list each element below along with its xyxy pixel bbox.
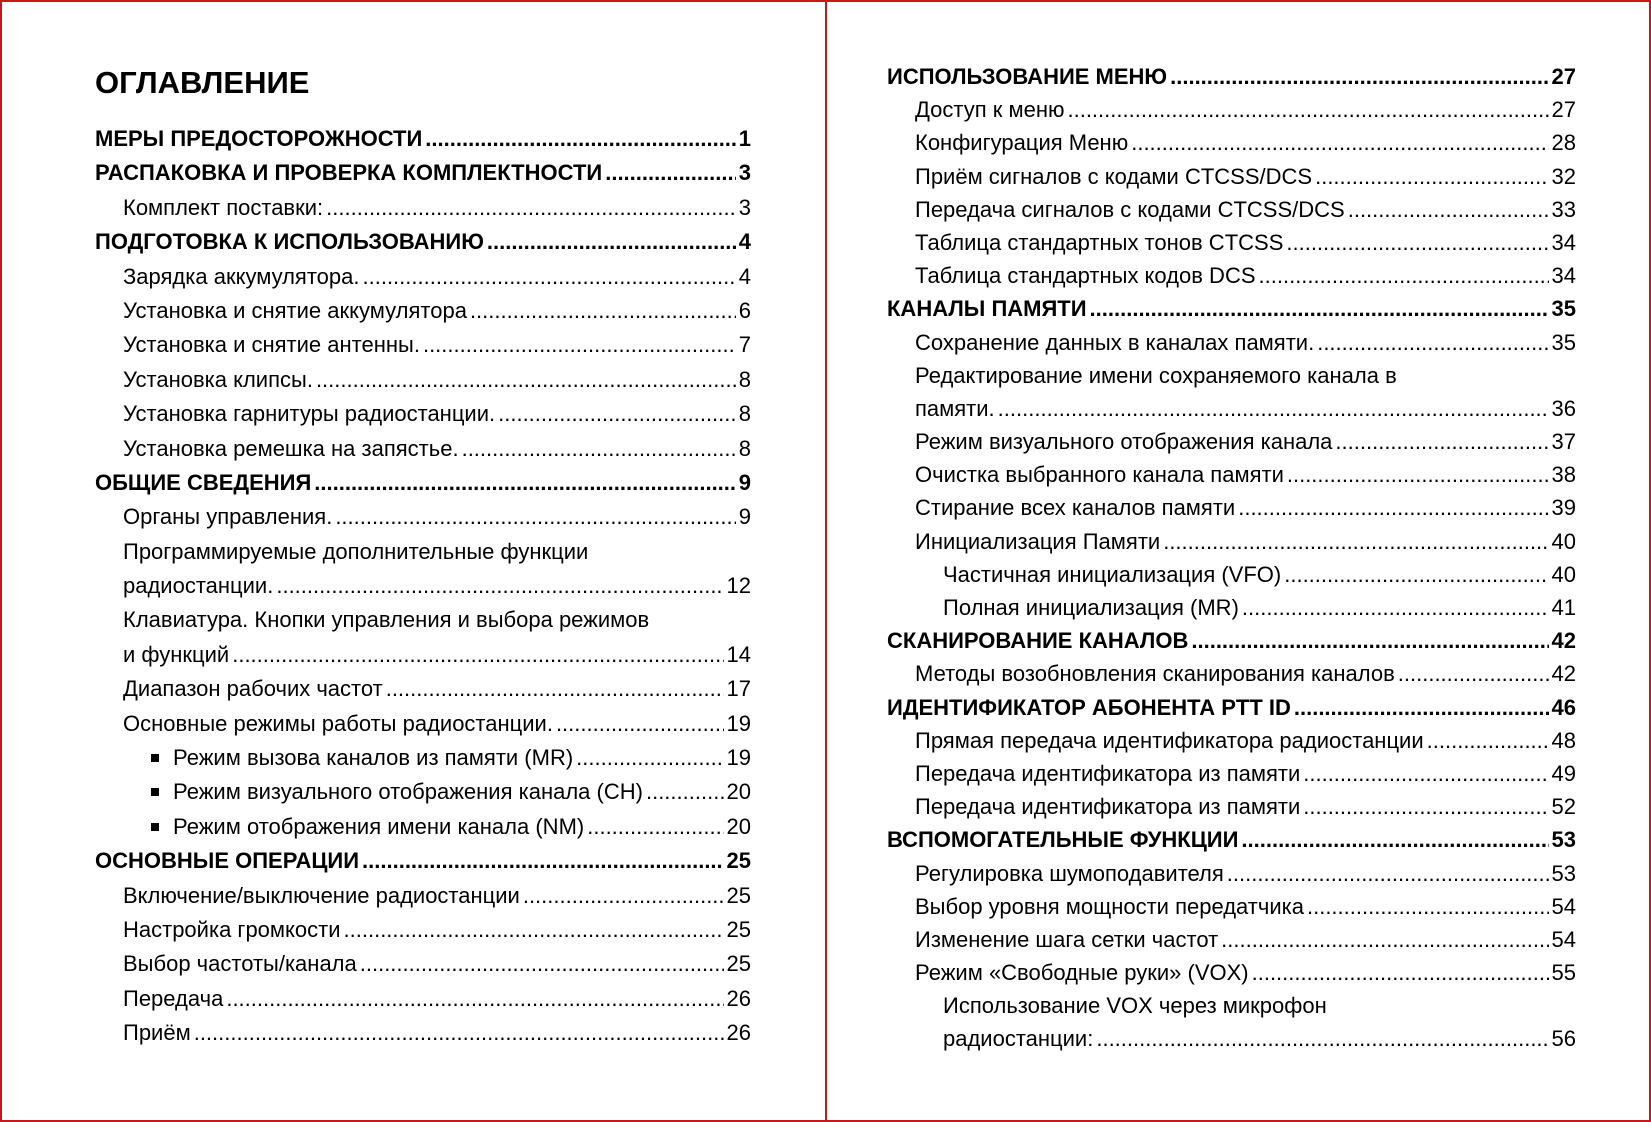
toc-entry[interactable] (887, 525, 1576, 558)
toc-leader-dots (425, 122, 735, 156)
toc-entry-page-number: 53 (1551, 827, 1576, 853)
toc-entry[interactable] (95, 328, 751, 362)
toc-entry[interactable] (887, 558, 1576, 591)
toc-leader-dots (1315, 160, 1548, 193)
toc-left-entries (95, 122, 751, 1051)
toc-leader-dots (1090, 292, 1549, 325)
toc-entry-title: Методы возобновления сканирования каналов (915, 661, 1395, 687)
toc-entry-title: ОСНОВНЫЕ ОПЕРАЦИИ (95, 848, 360, 874)
toc-entry[interactable] (95, 225, 751, 259)
toc-entry-page-number: 40 (1551, 528, 1576, 554)
toc-entry-page-number: 6 (738, 297, 751, 323)
toc-entry-page-number: 52 (1551, 794, 1576, 820)
toc-leader-dots (362, 844, 723, 878)
toc-entry-page-number: 34 (1551, 229, 1576, 255)
toc-entry[interactable] (887, 292, 1576, 325)
toc-entry[interactable] (887, 591, 1576, 624)
right-page (826, 0, 1651, 1122)
toc-leader-dots (605, 156, 736, 190)
toc-entry[interactable] (95, 1016, 751, 1050)
toc-leader-dots (1227, 857, 1549, 890)
bullet-square-icon (151, 754, 159, 762)
toc-entry-page-number: 25 (726, 882, 751, 908)
toc-entry-page-number: 46 (1551, 694, 1576, 720)
toc-leader-dots (316, 363, 736, 397)
toc-entry-title: ВСПОМОГАТЕЛЬНЫЕ ФУНКЦИИ (887, 827, 1239, 853)
toc-right-entries (887, 60, 1576, 1056)
toc-entry[interactable] (95, 466, 751, 500)
toc-entry-title: Клавиатура. Кнопки управления и выбора режимов (123, 607, 650, 633)
toc-entry[interactable] (95, 879, 751, 913)
toc-leader-dots (1191, 624, 1548, 657)
toc-entry-title: Установка гарнитуры радиостанции. (123, 401, 496, 427)
toc-entry[interactable] (95, 500, 751, 534)
toc-entry-title: Таблица стандартных кодов DCS (915, 263, 1256, 289)
toc-entry-title: Диапазон рабочих частот (123, 676, 383, 702)
toc-entry[interactable] (887, 392, 1576, 425)
toc-entry-title: радиостанции: (943, 1026, 1094, 1052)
bullet-square-icon (151, 788, 159, 796)
toc-leader-dots (1294, 691, 1549, 724)
toc-leader-dots (1067, 93, 1548, 126)
toc-entry-title: Установка клипсы. (123, 366, 313, 392)
toc-entry-title: Прямая передача идентификатора радиостанции (915, 727, 1424, 753)
toc-entry-title: Инициализация Памяти (915, 528, 1161, 554)
toc-entry[interactable] (887, 425, 1576, 458)
toc-leader-dots (556, 707, 724, 741)
toc-entry[interactable] (95, 810, 751, 844)
toc-leader-dots (226, 982, 723, 1016)
toc-entry[interactable] (887, 359, 1576, 392)
toc-entry[interactable] (887, 458, 1576, 491)
toc-entry[interactable] (95, 638, 751, 672)
toc-entry[interactable] (887, 193, 1576, 226)
toc-leader-dots (523, 879, 724, 913)
toc-entry-title: радиостанции. (123, 573, 274, 599)
toc-entry[interactable] (95, 741, 751, 775)
toc-entry-title: МЕРЫ ПРЕДОСТОРОЖНОСТИ (95, 126, 423, 151)
toc-entry-page-number: 8 (738, 435, 751, 461)
toc-entry-page-number: 25 (726, 848, 751, 874)
toc-entry-page-number: 55 (1551, 960, 1576, 986)
toc-entry[interactable] (887, 790, 1576, 823)
toc-leader-dots (498, 397, 736, 431)
toc-entry[interactable] (887, 624, 1576, 657)
toc-entry-title: Режим визуального отображения канала (915, 429, 1333, 455)
toc-entry-title: Основные режимы работы радиостанции. (123, 710, 553, 736)
toc-entry-page-number: 42 (1551, 628, 1576, 654)
toc-leader-dots (1259, 259, 1549, 292)
toc-leader-dots (423, 328, 736, 362)
toc-leader-dots (1163, 525, 1548, 558)
toc-entry[interactable] (887, 823, 1576, 856)
toc-entry-title: Редактирование имени сохраняемого канала в (915, 362, 1397, 388)
toc-entry-title: Установка ремешка на запястье. (123, 435, 459, 461)
toc-entry-title: и функций (123, 641, 230, 667)
toc-entry-page-number: 4 (738, 229, 751, 255)
toc-entry-title: Комплект поставки: (123, 194, 324, 220)
toc-left (95, 58, 751, 1051)
toc-entry-title: Конфигурация Меню (915, 130, 1129, 156)
toc-entry-title: Режим визуального отображения канала (CH) (173, 779, 643, 805)
toc-entry[interactable] (887, 1022, 1576, 1055)
toc-entry-title: Выбор частоты/канала (123, 951, 357, 977)
toc-entry-title: Передача идентификатора из памяти (915, 794, 1301, 820)
toc-entry[interactable] (95, 672, 751, 706)
toc-entry-page-number: 12 (726, 573, 751, 599)
toc-entry-title: Регулировка шумоподавителя (915, 860, 1224, 886)
toc-leader-dots (1238, 491, 1548, 524)
toc-leader-dots (1170, 60, 1548, 93)
toc-leader-dots (646, 775, 724, 809)
toc-entry-page-number: 37 (1551, 429, 1576, 455)
toc-leader-dots (1242, 591, 1549, 624)
toc-entry-title: Использование VOX через микрофон (943, 993, 1327, 1019)
toc-entry[interactable] (95, 535, 751, 569)
toc-entry[interactable] (95, 156, 751, 190)
toc-leader-dots (1286, 226, 1548, 259)
toc-entry-page-number: 32 (1551, 163, 1576, 189)
toc-entry[interactable] (95, 947, 751, 981)
toc-leader-dots (1398, 657, 1549, 690)
toc-entry-page-number: 9 (738, 469, 751, 495)
toc-leader-dots (326, 191, 736, 225)
toc-entry[interactable] (887, 923, 1576, 956)
toc-entry[interactable] (95, 707, 751, 741)
toc-entry-title: КАНАЛЫ ПАМЯТИ (887, 296, 1087, 322)
toc-leader-dots (1287, 458, 1549, 491)
toc-entry[interactable] (887, 160, 1576, 193)
toc-entry[interactable] (95, 844, 751, 878)
toc-entry[interactable] (887, 326, 1576, 359)
toc-entry-title: Режим вызова каналов из памяти (MR) (173, 745, 574, 771)
toc-entry-page-number: 38 (1551, 462, 1576, 488)
toc-entry-title: ПОДГОТОВКА К ИСПОЛЬЗОВАНИЮ (95, 229, 484, 255)
toc-entry-title: Доступ к меню (915, 97, 1065, 123)
toc-entry[interactable] (887, 657, 1576, 690)
toc-entry[interactable] (95, 432, 751, 466)
toc-entry-title: Программируемые дополнительные функции (123, 538, 589, 564)
toc-entry-page-number: 19 (726, 710, 751, 736)
toc-entry-title: РАСПАКОВКА И ПРОВЕРКА КОМПЛЕКТНОСТИ (95, 160, 603, 186)
toc-entry-page-number: 42 (1551, 661, 1576, 687)
toc-entry-page-number: 27 (1551, 64, 1576, 89)
toc-entry[interactable] (887, 126, 1576, 159)
toc-entry-page-number: 26 (726, 985, 751, 1011)
toc-entry[interactable] (887, 93, 1576, 126)
toc-entry-title: Стирание всех каналов памяти (915, 495, 1236, 521)
toc-leader-dots (1241, 823, 1548, 856)
toc-entry-page-number: 33 (1551, 196, 1576, 222)
toc-entry-title: Установка и снятие антенны. (123, 332, 420, 358)
toc-entry-title: Полная инициализация (MR) (943, 595, 1239, 620)
toc-leader-dots (1303, 790, 1548, 823)
toc-leader-dots (1335, 425, 1548, 458)
toc-entry-page-number: 9 (738, 504, 751, 530)
toc-entry-page-number: 14 (726, 641, 751, 667)
toc-entry[interactable] (95, 982, 751, 1016)
toc-leader-dots (232, 638, 723, 672)
toc-entry-page-number: 35 (1551, 296, 1576, 322)
toc-entry-page-number: 1 (738, 126, 751, 151)
toc-leader-dots (1221, 923, 1548, 956)
toc-entry-title: Настройка громкости (123, 916, 341, 942)
toc-entry-page-number: 39 (1551, 495, 1576, 521)
toc-entry-title: памяти. (915, 395, 995, 421)
toc-entry-title: Очистка выбранного канала памяти (915, 462, 1284, 488)
toc-entry-page-number: 25 (726, 951, 751, 977)
toc-leader-dots (1096, 1022, 1548, 1055)
bullet-square-icon (151, 823, 159, 831)
toc-leader-dots (470, 294, 736, 328)
toc-leader-dots (462, 432, 736, 466)
toc-entry[interactable] (887, 989, 1576, 1022)
toc-entry-page-number: 35 (1551, 329, 1576, 355)
toc-entry-title: Зарядка аккумулятора. (123, 263, 360, 289)
toc-entry[interactable] (887, 60, 1576, 93)
toc-entry-title: Таблица стандартных тонов CTCSS (915, 229, 1284, 255)
toc-entry[interactable] (887, 956, 1576, 989)
toc-leader-dots (1317, 326, 1548, 359)
toc-entry-page-number: 53 (1551, 860, 1576, 886)
toc-entry-title: Выбор уровня мощности передатчика (915, 893, 1304, 919)
toc-entry-title: ИСПОЛЬЗОВАНИЕ МЕНЮ (887, 64, 1168, 89)
toc-entry-title: Органы управления. (123, 504, 333, 530)
toc-leader-dots (487, 225, 736, 259)
toc-leader-dots (335, 500, 735, 534)
toc-entry-page-number: 54 (1551, 926, 1576, 952)
toc-entry[interactable] (95, 603, 751, 637)
toc-entry-page-number: 8 (738, 366, 751, 392)
toc-right (887, 60, 1576, 1056)
toc-entry-page-number: 20 (726, 813, 751, 839)
toc-leader-dots (360, 947, 724, 981)
toc-leader-dots (363, 260, 736, 294)
toc-entry-page-number: 20 (726, 779, 751, 805)
toc-leader-dots (576, 741, 723, 775)
toc-entry-title: Частичная инициализация (VFO) (943, 561, 1282, 587)
toc-entry-page-number: 34 (1551, 263, 1576, 289)
toc-entry[interactable] (887, 757, 1576, 790)
toc-entry-page-number: 28 (1551, 130, 1576, 156)
toc-entry[interactable] (887, 491, 1576, 524)
toc-entry[interactable] (95, 363, 751, 397)
toc-entry-title: Режим отображения имени канала (NM) (173, 813, 585, 839)
toc-entry[interactable] (95, 122, 751, 156)
toc-leader-dots (276, 569, 723, 603)
toc-entry-page-number: 27 (1551, 97, 1576, 123)
toc-leader-dots (314, 466, 735, 500)
toc-entry-page-number: 41 (1551, 595, 1576, 620)
toc-leader-dots (194, 1016, 724, 1050)
toc-entry[interactable] (95, 397, 751, 431)
toc-leader-dots (998, 392, 1549, 425)
toc-entry-title: Режим «Свободные руки» (VOX) (915, 960, 1249, 986)
toc-entry-title: Передача (123, 985, 224, 1011)
toc-entry-title: ИДЕНТИФИКАТОР АБОНЕНТА PTT ID (887, 694, 1291, 720)
toc-entry[interactable] (887, 691, 1576, 724)
toc-entry-page-number: 3 (738, 160, 751, 186)
toc-entry-page-number: 36 (1551, 395, 1576, 421)
toc-leader-dots (1303, 757, 1548, 790)
toc-entry[interactable] (95, 191, 751, 225)
toc-entry-page-number: 17 (726, 676, 751, 702)
toc-entry-title: Изменение шага сетки частот (915, 926, 1219, 952)
toc-entry-page-number: 25 (726, 916, 751, 942)
toc-entry[interactable] (95, 775, 751, 809)
toc-leader-dots (1131, 126, 1548, 159)
toc-entry-title: Передача идентификатора из памяти (915, 760, 1301, 786)
toc-entry-page-number: 8 (738, 401, 751, 427)
toc-entry-title: Установка и снятие аккумулятора (123, 297, 467, 323)
toc-leader-dots (1348, 193, 1549, 226)
toc-entry-page-number: 7 (738, 332, 751, 358)
toc-leader-dots (1307, 890, 1549, 923)
toc-entry-title: Передача сигналов с кодами CTCSS/DCS (915, 196, 1345, 222)
toc-leader-dots (1427, 724, 1549, 757)
toc-entry-page-number: 48 (1551, 727, 1576, 753)
toc-entry-page-number: 4 (738, 263, 751, 289)
toc-leader-dots (1252, 956, 1549, 989)
toc-entry-title: Сохранение данных в каналах памяти. (915, 329, 1315, 355)
toc-entry-title: СКАНИРОВАНИЕ КАНАЛОВ (887, 628, 1189, 654)
toc-entry-page-number: 19 (726, 745, 751, 771)
toc-entry[interactable] (95, 294, 751, 328)
toc-entry-page-number: 3 (738, 194, 751, 220)
toc-entry-title: Включение/выключение радиостанции (123, 882, 520, 908)
toc-entry-page-number: 40 (1551, 561, 1576, 587)
toc-entry-page-number: 54 (1551, 893, 1576, 919)
toc-entry[interactable] (887, 259, 1576, 292)
toc-entry[interactable] (95, 913, 751, 947)
toc-entry-page-number: 49 (1551, 760, 1576, 786)
toc-title: ОГЛАВЛЕНИЕ (95, 65, 310, 100)
toc-entry-page-number: 26 (726, 1020, 751, 1046)
toc-entry-page-number: 56 (1551, 1026, 1576, 1052)
toc-entry[interactable] (887, 724, 1576, 757)
toc-entry[interactable] (95, 260, 751, 294)
toc-leader-dots (386, 672, 724, 706)
toc-entry-title: ОБЩИЕ СВЕДЕНИЯ (95, 469, 312, 495)
toc-entry[interactable] (887, 857, 1576, 890)
toc-leader-dots (344, 913, 724, 947)
toc-entry-title: Приём сигналов с кодами CTCSS/DCS (915, 163, 1313, 189)
toc-entry-title: Приём (123, 1020, 191, 1046)
toc-leader-dots (1284, 558, 1548, 591)
toc-entry[interactable] (887, 890, 1576, 923)
toc-entry[interactable] (95, 569, 751, 603)
toc-leader-dots (587, 810, 723, 844)
toc-entry[interactable] (887, 226, 1576, 259)
